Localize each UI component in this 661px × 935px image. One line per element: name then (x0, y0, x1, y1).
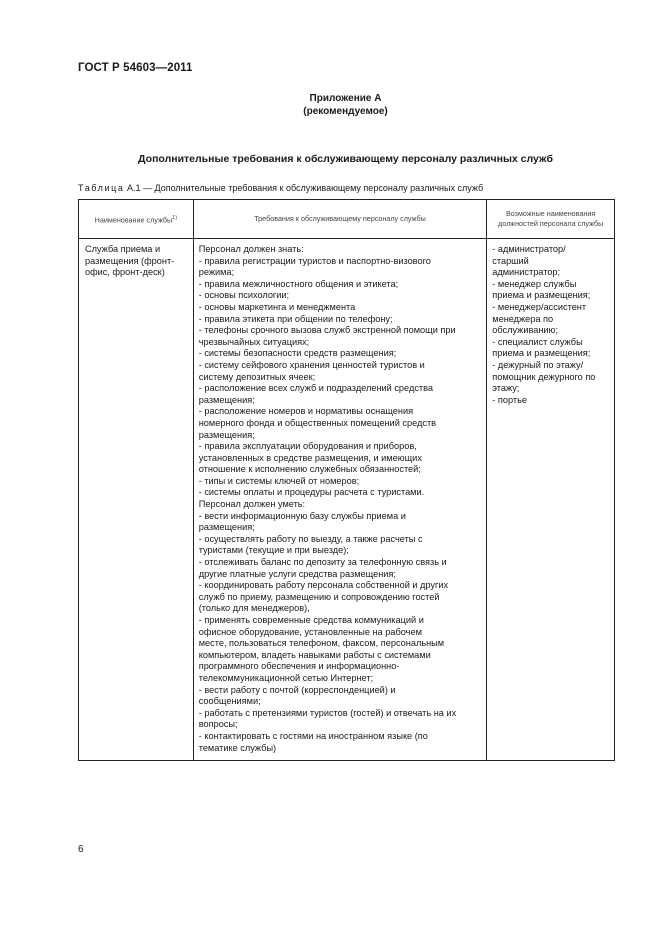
text-line: - портье (492, 394, 527, 405)
table-caption-text: А.1 — Дополнительные требования к обслуживающему персоналу различных служб (124, 183, 484, 193)
text-line: приема и размещения; (492, 290, 591, 301)
text-line: - дежурный по этажу/ (492, 359, 584, 370)
text-line: - применять современные средства коммуникаций и (198, 615, 424, 625)
text-line: - координировать работу персонала собственной и других (198, 580, 449, 591)
text-line: - систему сейфового хранения ценностей туристов и (198, 359, 425, 370)
table-caption-label: Таблица (78, 183, 125, 193)
text-line: - системы оплаты и процедуры расчета с туристами. (198, 487, 425, 498)
text-line: вопросы; (198, 719, 238, 730)
text-line: - отслеживать баланс по депозиту за телефонную связь и (198, 557, 447, 568)
text-line: номерного фонда и общественных помещений средств (198, 417, 437, 428)
text-line: - осуществлять работу по выезду, а также расчеты с (198, 533, 423, 544)
standard-code: ГОСТ Р 54603—2011 (78, 62, 193, 74)
text-line: систему депозитных ячеек; (198, 371, 316, 382)
text-line: - основы маркетинга и менеджмента (198, 301, 356, 312)
footnote-mark: 1) (172, 214, 178, 221)
text-line: - системы безопасности средств размещения; (198, 348, 397, 359)
header-service-name-text: Наименование службы (94, 215, 173, 225)
header-service-name (79, 200, 194, 239)
text-line: - правила регистрации туристов и паспортно-визового (198, 255, 431, 266)
text-line: месте, пользоваться телефоном, факсом, персональным (198, 638, 445, 649)
text-line: обслуживанию; (492, 325, 559, 336)
text-line: - вести работу с почтой (корреспонденцией) и (198, 684, 396, 695)
section-heading: Дополнительные требования к обслуживающему персоналу различных служб (138, 153, 553, 165)
text-line: старший (492, 255, 529, 266)
text-line: - администратор/ (492, 244, 566, 254)
table-caption (78, 183, 483, 193)
text-line: режима; (198, 267, 235, 278)
text-line: Персонал должен уметь: (198, 499, 306, 510)
text-line: - основы психологии; (198, 290, 290, 301)
text-line: программного обеспечения и информационно- (198, 661, 400, 672)
text-line: служб по приему, размещению и сопровождению гостей (198, 591, 440, 602)
text-line: офисное оборудование, установленные на рабочем (198, 626, 422, 637)
text-line: - менеджер службы (492, 278, 577, 289)
header-positions: Возможные наименования должностей персонала службы (487, 200, 615, 239)
page-number: 6 (78, 844, 84, 855)
text-line: - телефоны срочного вызова служб экстренной помощи при (198, 325, 456, 336)
cell-requirements (193, 239, 487, 761)
text-line: телекоммуникационной сетью Интернет; (198, 672, 374, 683)
text-line: - вести информационную базу службы приема и (198, 510, 406, 521)
text-line: другие платные услуги средства размещения; (198, 568, 396, 579)
text-line: размещения; (198, 522, 255, 533)
text-line: - правила межличностного общения и этикета; (198, 278, 399, 289)
text-line: - правила этикета при общении по телефону; (198, 313, 393, 324)
text-line: - контактировать с гостями на иностранном языке (по (198, 730, 428, 741)
text-line: - расположение номеров и нормативы оснащения (198, 406, 414, 417)
text-line: - правила эксплуатации оборудования и приборов, (198, 441, 417, 452)
text-line: - типы и системы ключей от номеров; (198, 475, 360, 486)
appendix-status: (рекомендуемое) (303, 106, 388, 117)
text-line: чрезвычайных ситуациях; (198, 336, 310, 347)
appendix-title: Приложение А (309, 93, 382, 104)
text-line: отношение к исполнению служебных обязанностей; (198, 464, 421, 475)
text-line: приема и размещения; (492, 348, 591, 359)
appendix-heading (0, 92, 661, 118)
header-requirements: Требования к обслуживающему персоналу службы (193, 200, 487, 239)
text-line: туристами (текущие и при выезде); (198, 545, 349, 556)
table-header-row (79, 200, 615, 239)
text-line: (только для менеджеров), (198, 603, 310, 614)
text-line: размещения; (198, 429, 255, 440)
text-line: офис, фронт-деск) (85, 267, 165, 278)
text-line: размещения (фронт- (85, 255, 175, 266)
text-line: сообщениями; (198, 696, 261, 707)
text-line: размещения; (198, 394, 255, 405)
table-row (79, 239, 615, 761)
text-line: помощник дежурного по (492, 371, 596, 382)
text-line: - специалист службы (492, 336, 583, 347)
text-line: Служба приема и (85, 244, 161, 254)
text-line: компьютером, владеть навыками работы с системами (198, 649, 431, 660)
text-line: - работать с претензиями туристов (гостей) и отвечать на их (198, 707, 457, 718)
text-line: - менеджер/ассистент (492, 301, 587, 312)
text-line: тематике службы) (198, 742, 277, 753)
text-line: - расположение всех служб и подразделений средства (198, 383, 434, 394)
text-line: установленных в средстве размещения, и имеющих (198, 452, 422, 463)
cell-positions (487, 239, 615, 761)
requirements-table (78, 199, 615, 761)
text-line: администратор; (492, 267, 561, 278)
text-line: менеджера по (492, 313, 554, 324)
text-line: Персонал должен знать: (198, 244, 304, 254)
cell-service-name (79, 239, 194, 761)
text-line: этажу; (492, 383, 520, 394)
